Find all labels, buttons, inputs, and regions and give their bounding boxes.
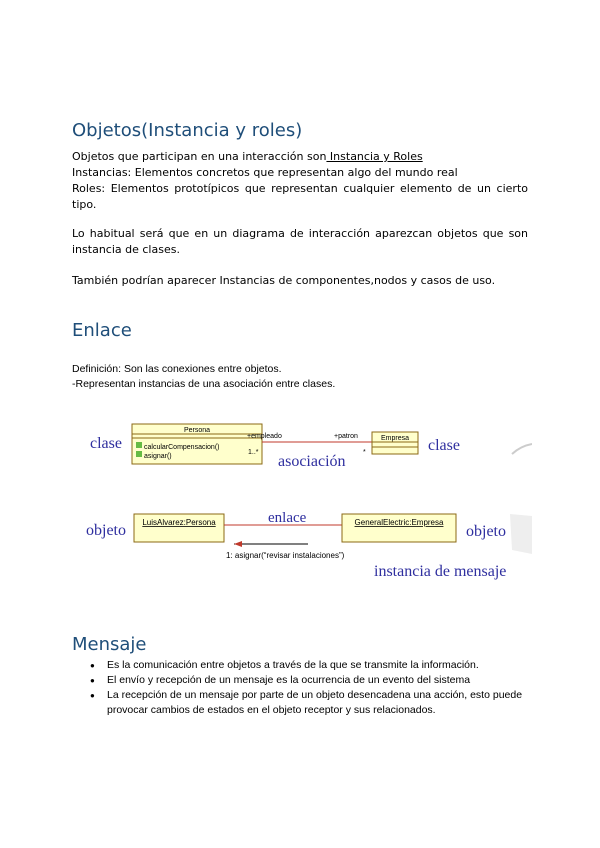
intro-line3-text: Roles: Elementos prototípicos que representan cualquier elemento de un cierto tipo. bbox=[72, 182, 528, 211]
heading-enlace: Enlace bbox=[72, 320, 132, 341]
paragraph-objetos-intro bbox=[72, 149, 528, 213]
object-name-empresa: GeneralElectric:Empresa bbox=[354, 518, 444, 527]
definicion-line: Definición: Son las conexiones entre objetos. bbox=[72, 363, 282, 375]
method-calcular: calcularCompensacion() bbox=[144, 444, 220, 451]
list-item: ● La recepción de un mensaje por parte de un objeto desencadena una acción, esto puede provocar cambios de estados en el objeto receptor y sus relacionados. bbox=[90, 688, 530, 718]
list-item: ● Es la comunicación entre objetos a través de la que se transmite la información. bbox=[90, 658, 530, 673]
label-instancia-mensaje: instancia de mensaje bbox=[374, 563, 507, 580]
intro-line1-text: Objetos que participan en una interacción son bbox=[72, 150, 327, 163]
class-box-persona bbox=[132, 424, 262, 464]
list-item: ● El envío y recepción de un mensaje es la ocurrencia de un evento del sistema bbox=[90, 673, 530, 688]
label-clase-right: clase bbox=[428, 437, 460, 454]
mensaje-bullet-list bbox=[90, 658, 530, 718]
representan-line: -Representan instancias de una asociación entre clases. bbox=[72, 378, 336, 390]
heading-mensaje: Mensaje bbox=[72, 634, 147, 655]
role-patron: +patron bbox=[334, 433, 358, 440]
message-arrow bbox=[234, 541, 308, 547]
paragraph-tambien: También podrían aparecer Instancias de componentes,nodos y casos de uso. bbox=[72, 274, 496, 287]
uml-diagram bbox=[72, 404, 532, 584]
watermark-fragment bbox=[510, 444, 532, 554]
object-box-persona bbox=[134, 514, 224, 542]
label-enlace: enlace bbox=[268, 510, 307, 526]
role-empleado: +empleado bbox=[247, 433, 282, 440]
paragraph-enlace-definicion bbox=[72, 362, 528, 392]
instancia-roles-link: Instancia y Roles bbox=[326, 150, 423, 163]
intro-line2-text: Instancias: Elementos concretos que representan algo del mundo real bbox=[72, 166, 458, 179]
label-objeto-right: objeto bbox=[466, 523, 506, 540]
label-clase-left: clase bbox=[90, 435, 122, 452]
class-box-empresa bbox=[372, 432, 418, 454]
class-name-persona: Persona bbox=[183, 427, 211, 434]
method-asignar: asignar() bbox=[144, 453, 172, 460]
multiplicity-right: * bbox=[363, 449, 366, 456]
paragraph-habitual: Lo habitual será que en un diagrama de interacción aparezcan objetos que son instancia de clases. bbox=[72, 227, 528, 256]
label-asociacion: asociación bbox=[278, 453, 346, 470]
label-objeto-left: objeto bbox=[86, 522, 126, 539]
object-box-empresa bbox=[342, 514, 456, 542]
object-name-persona: LuisAlvarez:Persona bbox=[142, 518, 216, 527]
message-text: 1: asignar(“revisar instalaciones”) bbox=[226, 551, 345, 560]
multiplicity-left: 1..* bbox=[248, 449, 259, 456]
class-name-empresa: Empresa bbox=[380, 435, 410, 442]
method-icon bbox=[136, 442, 142, 448]
heading-objetos: Objetos(Instancia y roles) bbox=[72, 120, 303, 141]
method-icon bbox=[136, 451, 142, 457]
